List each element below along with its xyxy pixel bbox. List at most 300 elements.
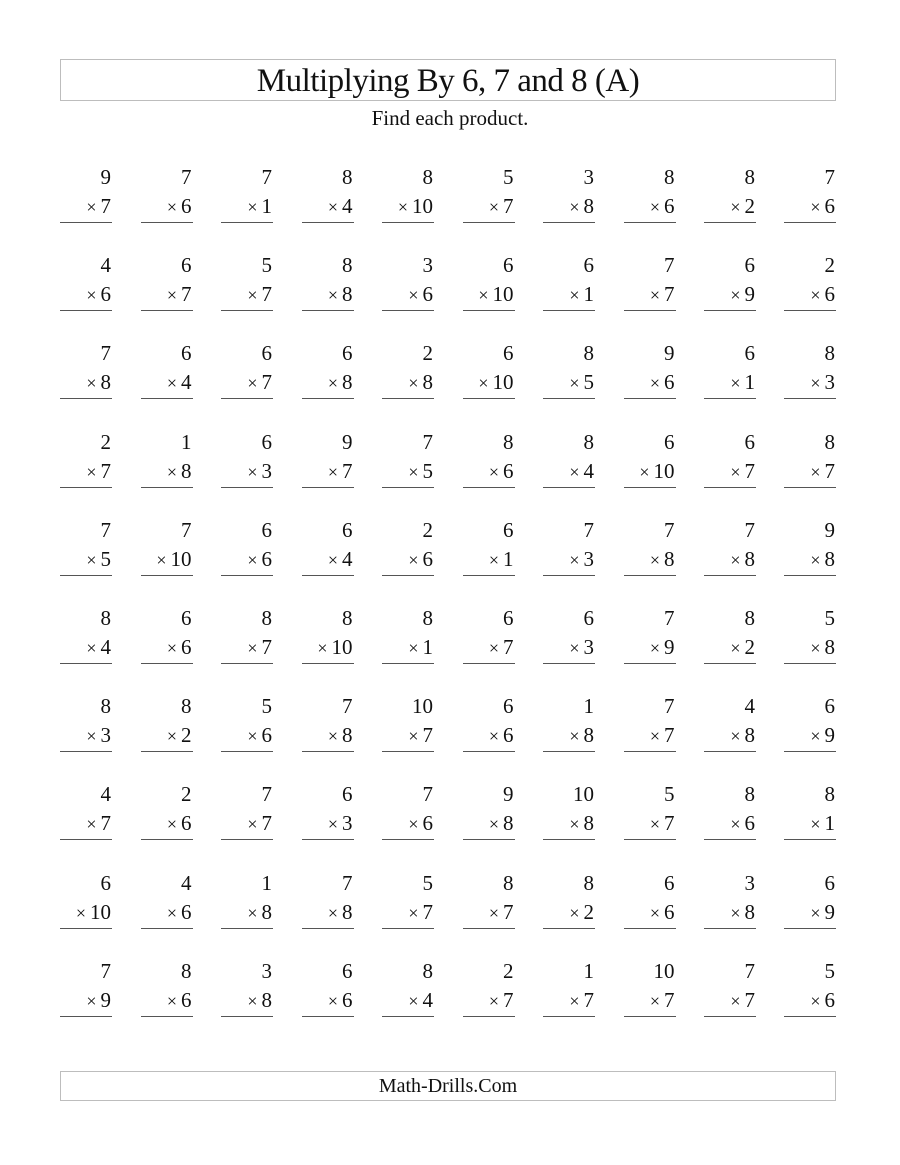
- answer-line[interactable]: [60, 398, 112, 399]
- times-icon: ×: [730, 990, 741, 1011]
- multiplier: 6: [824, 987, 835, 1012]
- answer-line[interactable]: [141, 487, 193, 488]
- answer-line[interactable]: [141, 310, 193, 311]
- multiplier: 8: [342, 282, 353, 307]
- multiplication-problem: [221, 692, 273, 752]
- times-icon: ×: [86, 814, 97, 835]
- times-icon: ×: [649, 285, 660, 306]
- answer-line[interactable]: [141, 1016, 193, 1017]
- multiplier: 6: [664, 370, 675, 395]
- multiplication-problem: [543, 428, 595, 488]
- multiplier-line: [463, 545, 515, 574]
- multiplicand: 8: [503, 870, 514, 895]
- multiplicand: 8: [181, 958, 192, 983]
- times-icon: ×: [569, 373, 580, 394]
- multiplicand: 7: [342, 870, 353, 895]
- times-icon: ×: [488, 461, 499, 482]
- answer-line[interactable]: [784, 222, 836, 223]
- multiplier-line: [382, 545, 434, 574]
- multiplier-line: [624, 192, 676, 221]
- multiplier: 7: [181, 282, 192, 307]
- multiplier-line: [221, 809, 273, 838]
- answer-line[interactable]: [221, 663, 273, 664]
- multiplication-problem: [463, 604, 515, 664]
- multiplication-problem: [704, 692, 756, 752]
- multiplication-problem: [60, 780, 112, 840]
- multiplier-line: [141, 280, 193, 309]
- multiplier: 8: [744, 723, 755, 748]
- multiplication-problem: [624, 692, 676, 752]
- answer-line[interactable]: [463, 663, 515, 664]
- multiplier-line: [382, 809, 434, 838]
- multiplication-problem: [784, 869, 836, 929]
- multiplication-problem: [141, 516, 193, 576]
- answer-line[interactable]: [382, 663, 434, 664]
- multiplier-line: [60, 457, 112, 486]
- problem-row: [60, 339, 836, 427]
- times-icon: ×: [488, 814, 499, 835]
- answer-line[interactable]: [784, 663, 836, 664]
- answer-line[interactable]: [704, 575, 756, 576]
- multiplier-line: [624, 986, 676, 1015]
- multiplicand: 5: [824, 958, 835, 983]
- answer-line[interactable]: [382, 928, 434, 929]
- answer-line[interactable]: [624, 1016, 676, 1017]
- answer-line[interactable]: [704, 663, 756, 664]
- multiplicand: 6: [503, 341, 514, 366]
- multiplier: 10: [412, 194, 433, 218]
- answer-line[interactable]: [784, 1016, 836, 1017]
- answer-line[interactable]: [463, 928, 515, 929]
- answer-line[interactable]: [624, 398, 676, 399]
- times-icon: ×: [488, 726, 499, 747]
- times-icon: ×: [408, 549, 419, 570]
- multiplicand: 6: [342, 341, 353, 366]
- answer-line[interactable]: [60, 663, 112, 664]
- multiplication-problem: [382, 163, 434, 223]
- multiplication-problem: [302, 339, 354, 399]
- answer-line[interactable]: [141, 398, 193, 399]
- multiplier-line: [624, 280, 676, 309]
- multiplicand: 4: [744, 694, 755, 719]
- multiplier-line: [543, 809, 595, 838]
- times-icon: ×: [569, 902, 580, 923]
- multiplier-line: [302, 898, 354, 927]
- answer-line[interactable]: [221, 928, 273, 929]
- answer-line[interactable]: [302, 663, 354, 664]
- multiplicand: 2: [422, 341, 433, 366]
- multiplication-problem: [704, 780, 756, 840]
- answer-line[interactable]: [141, 222, 193, 223]
- answer-line[interactable]: [382, 839, 434, 840]
- multiplier-line: [463, 986, 515, 1015]
- answer-line[interactable]: [463, 839, 515, 840]
- answer-line[interactable]: [221, 751, 273, 752]
- multiplier: 8: [100, 370, 111, 395]
- multiplier-line: [60, 721, 112, 750]
- multiplication-problem: [463, 251, 515, 311]
- multiplicand: 6: [342, 958, 353, 983]
- footer-box: [60, 1071, 836, 1101]
- answer-line[interactable]: [543, 839, 595, 840]
- multiplier-line: [784, 633, 836, 662]
- multiplication-problem: [60, 251, 112, 311]
- times-icon: ×: [166, 285, 177, 306]
- multiplicand: 8: [664, 165, 675, 189]
- answer-line[interactable]: [463, 222, 515, 223]
- multiplier: 6: [100, 282, 111, 307]
- multiplication-problem: [221, 339, 273, 399]
- multiplicand: 6: [181, 341, 192, 366]
- multiplier-line: [543, 368, 595, 397]
- answer-line[interactable]: [624, 222, 676, 223]
- answer-line[interactable]: [302, 1016, 354, 1017]
- times-icon: ×: [810, 637, 821, 658]
- answer-line[interactable]: [784, 575, 836, 576]
- answer-line[interactable]: [543, 663, 595, 664]
- multiplicand: 9: [824, 517, 835, 542]
- multiplication-problem: [784, 692, 836, 752]
- multiplication-problem: [141, 869, 193, 929]
- multiplicand: 9: [342, 429, 353, 454]
- times-icon: ×: [408, 461, 419, 482]
- multiplication-problem: [704, 516, 756, 576]
- multiplication-problem: [60, 163, 112, 223]
- multiplication-problem: [221, 780, 273, 840]
- multiplier-line: [624, 368, 676, 397]
- answer-line[interactable]: [784, 398, 836, 399]
- times-icon: ×: [488, 549, 499, 570]
- answer-line[interactable]: [141, 839, 193, 840]
- answer-line[interactable]: [302, 751, 354, 752]
- multiplier: 7: [261, 634, 272, 659]
- multiplier-line: [382, 898, 434, 927]
- multiplicand: 7: [100, 517, 111, 542]
- multiplier: 5: [422, 458, 433, 483]
- multiplier: 10: [492, 282, 514, 307]
- answer-line[interactable]: [221, 839, 273, 840]
- answer-line[interactable]: [463, 487, 515, 488]
- multiplier-line: [302, 192, 354, 221]
- answer-line[interactable]: [543, 1016, 595, 1017]
- multiplier: 10: [653, 458, 675, 483]
- answer-line[interactable]: [624, 928, 676, 929]
- times-icon: ×: [730, 197, 741, 217]
- multiplicand: 2: [503, 958, 514, 983]
- answer-line[interactable]: [382, 487, 434, 488]
- answer-line[interactable]: [624, 310, 676, 311]
- multiplier-line: [60, 368, 112, 397]
- answer-line[interactable]: [382, 310, 434, 311]
- answer-line[interactable]: [302, 398, 354, 399]
- multiplier-line: [60, 898, 112, 927]
- answer-line[interactable]: [543, 928, 595, 929]
- multiplier-line: [382, 633, 434, 662]
- answer-line[interactable]: [784, 487, 836, 488]
- answer-line[interactable]: [302, 310, 354, 311]
- multiplicand: 6: [181, 605, 192, 630]
- times-icon: ×: [327, 549, 338, 570]
- multiplier-line: [704, 280, 756, 309]
- answer-line[interactable]: [302, 928, 354, 929]
- answer-line[interactable]: [221, 310, 273, 311]
- answer-line[interactable]: [624, 751, 676, 752]
- times-icon: ×: [166, 990, 177, 1011]
- answer-line[interactable]: [704, 928, 756, 929]
- times-icon: ×: [156, 549, 167, 570]
- times-icon: ×: [569, 461, 580, 482]
- multiplier-line: [221, 545, 273, 574]
- answer-line[interactable]: [141, 663, 193, 664]
- multiplicand: 8: [744, 782, 755, 807]
- times-icon: ×: [730, 637, 741, 658]
- multiplier: 3: [261, 458, 272, 483]
- answer-line[interactable]: [382, 398, 434, 399]
- multiplication-problem: [60, 692, 112, 752]
- times-icon: ×: [397, 197, 408, 217]
- multiplier: 4: [181, 370, 192, 395]
- answer-line[interactable]: [302, 222, 354, 223]
- footer-text: Math-Drills.Com: [378, 1075, 518, 1097]
- multiplier-line: [221, 898, 273, 927]
- answer-line[interactable]: [543, 487, 595, 488]
- times-icon: ×: [730, 373, 741, 394]
- multiplier: 7: [744, 987, 755, 1012]
- times-icon: ×: [649, 990, 660, 1011]
- answer-line[interactable]: [704, 1016, 756, 1017]
- times-icon: ×: [166, 726, 177, 747]
- multiplicand: 6: [100, 870, 111, 895]
- multiplication-problem: [463, 780, 515, 840]
- multiplicand: 8: [422, 165, 433, 189]
- answer-line[interactable]: [784, 928, 836, 929]
- multiplicand: 10: [653, 958, 675, 983]
- multiplication-problem: [624, 780, 676, 840]
- times-icon: ×: [408, 990, 419, 1011]
- multiplicand: 6: [503, 605, 514, 630]
- worksheet-title: Multiplying By 6, 7 and 8 (A): [256, 63, 640, 99]
- answer-line[interactable]: [704, 310, 756, 311]
- times-icon: ×: [166, 373, 177, 394]
- multiplier-line: [463, 192, 515, 221]
- multiplier: 10: [170, 546, 192, 571]
- answer-line[interactable]: [141, 751, 193, 752]
- times-icon: ×: [247, 197, 258, 217]
- answer-line[interactable]: [704, 222, 756, 223]
- answer-line[interactable]: [302, 839, 354, 840]
- times-icon: ×: [166, 461, 177, 482]
- multiplier-line: [704, 457, 756, 486]
- times-icon: ×: [810, 726, 821, 747]
- times-icon: ×: [86, 990, 97, 1011]
- multiplier: 8: [342, 723, 353, 748]
- times-icon: ×: [639, 461, 650, 482]
- answer-line[interactable]: [624, 487, 676, 488]
- multiplication-problem: [382, 339, 434, 399]
- multiplier: 8: [181, 458, 192, 483]
- times-icon: ×: [408, 373, 419, 394]
- answer-line[interactable]: [302, 575, 354, 576]
- multiplier-line: [141, 898, 193, 927]
- answer-line[interactable]: [704, 398, 756, 399]
- multiplicand: 6: [744, 341, 755, 366]
- multiplicand: 7: [824, 165, 835, 189]
- answer-line[interactable]: [624, 663, 676, 664]
- answer-line[interactable]: [463, 398, 515, 399]
- multiplier-line: [60, 809, 112, 838]
- multiplier-line: [141, 545, 193, 574]
- times-icon: ×: [730, 902, 741, 923]
- multiplicand: 7: [261, 165, 272, 189]
- times-icon: ×: [810, 197, 821, 217]
- multiplicand: 2: [181, 782, 192, 807]
- multiplier: 6: [261, 723, 272, 748]
- multiplication-problem: [221, 604, 273, 664]
- answer-line[interactable]: [784, 839, 836, 840]
- multiplication-problem: [624, 516, 676, 576]
- answer-line[interactable]: [221, 1016, 273, 1017]
- times-icon: ×: [166, 197, 177, 217]
- multiplier: 9: [664, 634, 675, 659]
- times-icon: ×: [408, 726, 419, 747]
- answer-line[interactable]: [704, 751, 756, 752]
- multiplicand: 6: [342, 782, 353, 807]
- answer-line[interactable]: [543, 310, 595, 311]
- answer-line[interactable]: [382, 575, 434, 576]
- multiplicand: 7: [100, 958, 111, 983]
- multiplier-line: [704, 368, 756, 397]
- answer-line[interactable]: [221, 222, 273, 223]
- multiplication-problem: [543, 869, 595, 929]
- multiplication-problem: [463, 869, 515, 929]
- answer-line[interactable]: [382, 751, 434, 752]
- multiplier-line: [624, 809, 676, 838]
- multiplication-problem: [60, 604, 112, 664]
- multiplier: 4: [342, 546, 353, 571]
- times-icon: ×: [810, 902, 821, 923]
- multiplier: 7: [261, 811, 272, 836]
- multiplier: 6: [824, 282, 835, 307]
- multiplicand: 8: [824, 429, 835, 454]
- times-icon: ×: [478, 373, 489, 394]
- multiplier-line: [302, 809, 354, 838]
- multiplicand: 8: [422, 605, 433, 630]
- multiplicand: 8: [342, 605, 353, 630]
- multiplier-line: [221, 633, 273, 662]
- answer-line[interactable]: [60, 222, 112, 223]
- answer-line[interactable]: [543, 222, 595, 223]
- multiplier: 8: [422, 370, 433, 395]
- answer-line[interactable]: [60, 928, 112, 929]
- multiplicand: 1: [261, 870, 272, 895]
- multiplier: 7: [824, 458, 835, 483]
- answer-line[interactable]: [60, 487, 112, 488]
- answer-line[interactable]: [382, 222, 434, 223]
- answer-line[interactable]: [60, 575, 112, 576]
- answer-line[interactable]: [141, 928, 193, 929]
- multiplicand: 7: [664, 517, 675, 542]
- answer-line[interactable]: [60, 839, 112, 840]
- times-icon: ×: [408, 814, 419, 835]
- multiplier: 7: [422, 723, 433, 748]
- times-icon: ×: [810, 285, 821, 306]
- multiplicand: 8: [422, 958, 433, 983]
- times-icon: ×: [488, 902, 499, 923]
- multiplier: 7: [261, 370, 272, 395]
- answer-line[interactable]: [543, 575, 595, 576]
- answer-line[interactable]: [60, 310, 112, 311]
- times-icon: ×: [569, 637, 580, 658]
- problem-row: [60, 251, 836, 339]
- multiplication-problem: [302, 428, 354, 488]
- problem-row: [60, 163, 836, 251]
- answer-line[interactable]: [463, 751, 515, 752]
- answer-line[interactable]: [221, 398, 273, 399]
- answer-line[interactable]: [463, 310, 515, 311]
- answer-line[interactable]: [784, 310, 836, 311]
- multiplicand: 1: [583, 694, 594, 719]
- multiplication-problem: [543, 957, 595, 1017]
- multiplicand: 6: [744, 429, 755, 454]
- multiplier-line: [463, 280, 515, 309]
- answer-line[interactable]: [463, 1016, 515, 1017]
- multiplication-problem: [141, 957, 193, 1017]
- times-icon: ×: [247, 549, 258, 570]
- multiplication-problem: [463, 428, 515, 488]
- answer-line[interactable]: [624, 575, 676, 576]
- multiplier: 3: [100, 723, 111, 748]
- times-icon: ×: [569, 285, 580, 306]
- multiplication-problem: [382, 692, 434, 752]
- times-icon: ×: [488, 990, 499, 1011]
- answer-line[interactable]: [221, 487, 273, 488]
- answer-line[interactable]: [141, 575, 193, 576]
- answer-line[interactable]: [302, 487, 354, 488]
- times-icon: ×: [166, 814, 177, 835]
- multiplier: 8: [824, 634, 835, 659]
- answer-line[interactable]: [221, 575, 273, 576]
- multiplicand: 6: [181, 253, 192, 278]
- multiplication-problem: [784, 163, 836, 223]
- multiplier: 6: [422, 811, 433, 836]
- times-icon: ×: [247, 373, 258, 394]
- multiplicand: 7: [342, 694, 353, 719]
- answer-line[interactable]: [704, 839, 756, 840]
- multiplier: 7: [503, 899, 514, 924]
- answer-line[interactable]: [60, 751, 112, 752]
- multiplier: 7: [503, 987, 514, 1012]
- multiplier: 8: [583, 811, 594, 836]
- answer-line[interactable]: [543, 398, 595, 399]
- multiplier: 8: [583, 723, 594, 748]
- times-icon: ×: [247, 814, 258, 835]
- answer-line[interactable]: [543, 751, 595, 752]
- answer-line[interactable]: [704, 487, 756, 488]
- multiplier-line: [302, 721, 354, 750]
- answer-line[interactable]: [624, 839, 676, 840]
- answer-line[interactable]: [382, 1016, 434, 1017]
- multiplicand: 7: [181, 517, 192, 542]
- multiplier-line: [221, 457, 273, 486]
- instructions: Find each product.: [371, 106, 529, 130]
- multiplier-line: [784, 192, 836, 221]
- answer-line[interactable]: [60, 1016, 112, 1017]
- multiplier: 2: [744, 634, 755, 659]
- answer-line[interactable]: [463, 575, 515, 576]
- multiplier: 9: [100, 987, 111, 1012]
- answer-line[interactable]: [784, 751, 836, 752]
- multiplicand: 5: [422, 870, 433, 895]
